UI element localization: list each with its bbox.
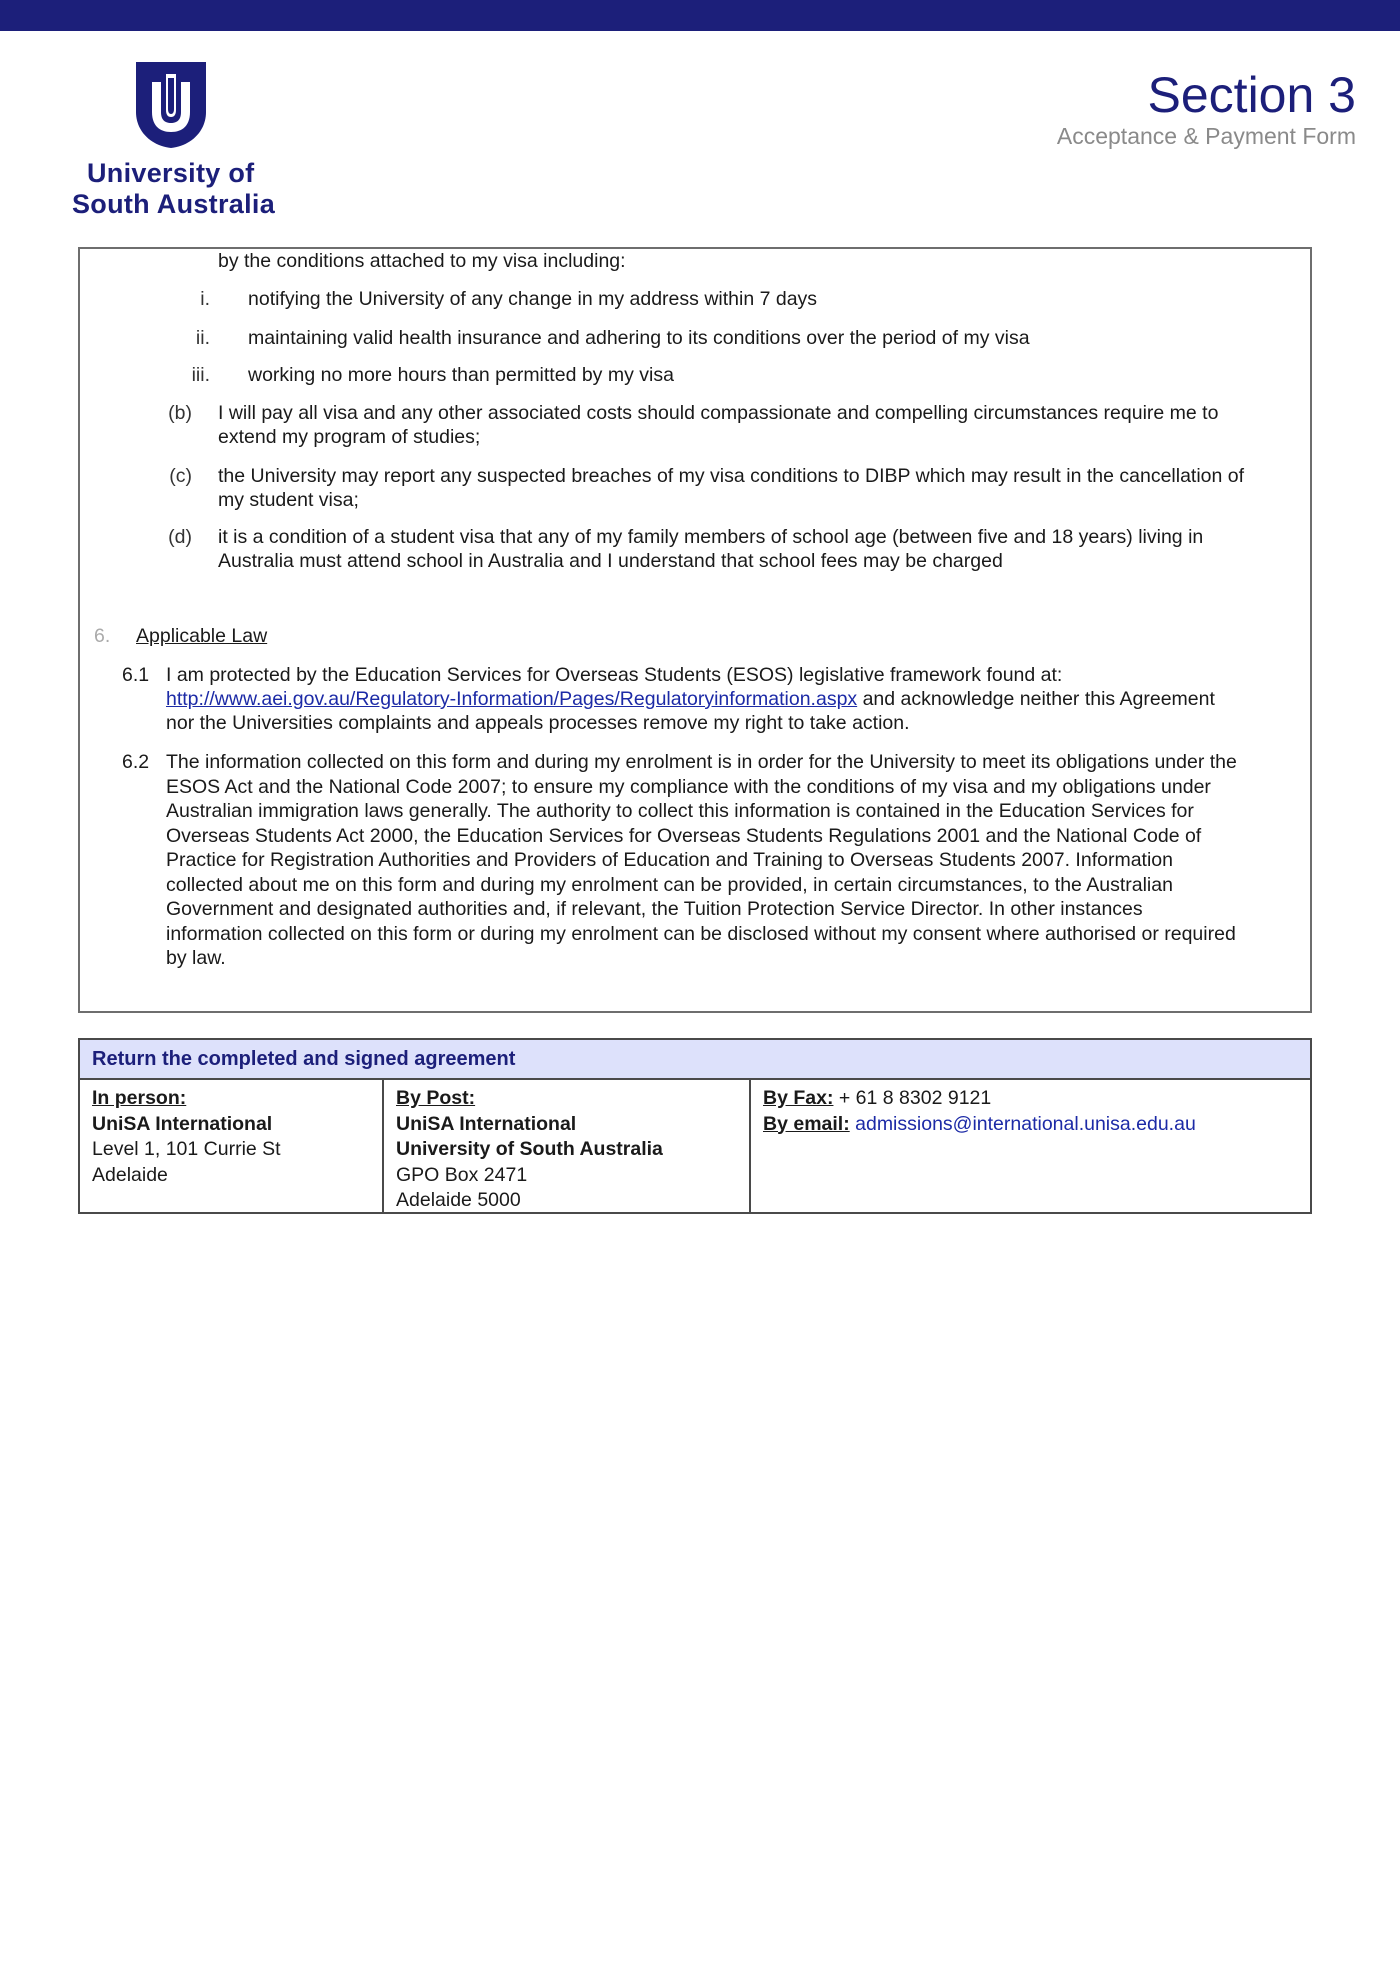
clause-6-2-line: collected about me on this form and during my enrolment can be provided, in certain circumstances, to the Australian [166,873,1173,896]
section-title: Section 3 [1147,67,1356,123]
by-post-org: UniSA International [396,1112,577,1135]
return-instructions-header [80,1040,1310,1080]
in-person-address-line: Adelaide [92,1163,168,1186]
list-item-line: extend my program of studies; [218,426,481,448]
in-person-address-line: Level 1, 101 Currie St [92,1138,281,1160]
clause-6-2-line: The information collected on this form and during my enrolment is in order for the University to meet its obligations under the [166,751,1237,773]
clause-6-1-text: and acknowledge neither this Agreement [857,688,1215,710]
by-post-label: By Post: [396,1087,476,1109]
list-item-label: (d) [168,526,192,548]
clause-6-2-line: information collected on this form or during my enrolment can be disclosed without my consent where authorised or required [166,922,1236,945]
clause-6-2-line: by law. [166,947,226,969]
unisa-shield-icon [134,60,208,150]
list-item-label: iii. [191,364,210,386]
aei-regulatory-link[interactable]: http://www.aei.gov.au/Regulatory-Information/Pages/Regulatoryinformation.aspx [166,688,858,710]
by-post-address-line: GPO Box 2471 [396,1163,528,1186]
list-item-line: Australia must attend school in Australia and I understand that school fees may be charged [218,550,1003,572]
by-post-org-secondary: University of South Australia [396,1138,663,1160]
list-item-label: (b) [168,402,192,424]
list-item: working no more hours than permitted by my visa [248,364,674,386]
clause-6-1-line: nor the Universities complaints and appeals processes remove my right to take action. [166,712,910,734]
clause-6-1-line: I am protected by the Education Services for Overseas Students (ESOS) legislative framework found at: [166,664,1063,686]
list-item-line: my student visa; [218,489,359,511]
list-item-label: i. [200,288,210,310]
by-email-label: By email: [763,1112,850,1135]
clause-label: 6.1 [122,664,150,686]
in-person-column [80,1080,384,1212]
list-item-line: I will pay all visa and any other associated costs should compassionate and compelling circumstances require me to [218,402,1219,424]
clause-6-2-line: Government and designated authorities and, if relevant, the Tuition Protection Service Director. In other instances [166,898,1143,920]
clause-6-2-line: ESOS Act and the National Code 2007; to ensure my compliance with the conditions of my visa and my obligations under [166,775,1211,798]
clause-label: 6.2 [122,751,150,773]
visa-conditions-intro: by the conditions attached to my visa including: [218,250,626,272]
in-person-org: UniSA International [92,1112,273,1135]
in-person-label: In person: [92,1087,187,1109]
clause-6-2-line: Australian immigration laws generally. The authority to collect this information is contained in the Education Services for [166,800,1194,822]
university-name-line1: University of [87,158,255,188]
fax-row [763,1086,1298,1112]
section-subtitle: Acceptance & Payment Form [1056,123,1356,149]
fax-email-column [751,1080,1310,1212]
section-number: 6. [94,625,111,647]
university-logo [70,60,290,230]
list-item-label: ii. [195,327,210,349]
by-post-address-line: Adelaide 5000 [396,1189,521,1211]
list-item-line: it is a condition of a student visa that any of my family members of school age (between five and 18 years) living in [218,526,1204,548]
agreement-terms-box [78,247,1312,1013]
admissions-email-link[interactable]: admissions@international.unisa.edu.au [855,1112,1196,1135]
clause-6-2-line: Overseas Students Act 2000, the Education Services for Overseas Students Regulations 2001 and the National Code of [166,824,1202,847]
return-instructions-table [78,1038,1312,1214]
university-name-line2: South Australia [72,189,276,219]
top-brand-bar [0,0,1400,31]
clause-6-1-line [166,687,1215,712]
list-item: notifying the University of any change in my address within 7 days [248,288,818,310]
list-item-label: (c) [169,465,192,487]
applicable-law-heading: Applicable Law [136,625,268,647]
fax-number: + 61 8 8302 9121 [833,1087,992,1109]
email-row [763,1112,1298,1138]
clause-6-2-line: Practice for Registration Authorities and Providers of Education and Training to Overseas Students 2007. Information [166,849,1173,871]
list-item-line: the University may report any suspected breaches of my visa conditions to DIBP which may result in the cancellation of [218,465,1245,487]
return-instructions-title: Return the completed and signed agreement [92,1048,516,1070]
by-post-column [384,1080,751,1212]
list-item: maintaining valid health insurance and adhering to its conditions over the period of my visa [248,327,1030,349]
by-fax-label: By Fax: [763,1087,834,1109]
